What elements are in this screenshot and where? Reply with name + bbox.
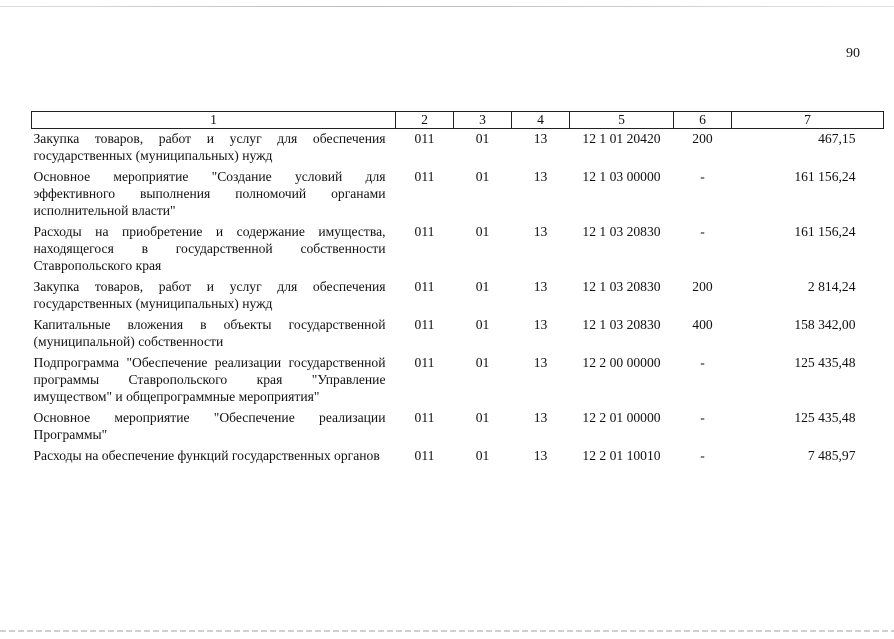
row-ministry-code: 011 — [414, 224, 435, 239]
row-expense-type: 200 — [692, 131, 713, 146]
col-header-6: 6 — [674, 112, 732, 129]
row-subsection-code: 13 — [533, 279, 548, 294]
row-name: Расходы на приобретение и содержание имущества, находящегося в государственной собственности Ставропольского края — [33, 224, 386, 273]
row-amount: 161 156,24 — [794, 224, 856, 239]
row-section-code: 01 — [475, 224, 490, 239]
row-target-code: 12 1 03 20830 — [582, 317, 661, 332]
col-header-3: 3 — [454, 112, 512, 129]
row-subsection-code: 13 — [533, 448, 548, 463]
row-section-code: 01 — [475, 169, 490, 184]
row-expense-type: - — [700, 448, 705, 463]
row-section-code: 01 — [475, 448, 490, 463]
row-section-code: 01 — [475, 317, 490, 332]
row-subsection-code: 13 — [533, 224, 548, 239]
budget-table-container — [31, 111, 883, 464]
col-header-1: 1 — [32, 112, 396, 129]
row-name: Закупка товаров, работ и услуг для обеспечения государственных (муниципальных) нужд — [33, 279, 386, 311]
row-subsection-code: 13 — [533, 169, 548, 184]
table-row — [32, 219, 884, 274]
col-header-2: 2 — [396, 112, 454, 129]
row-subsection-code: 13 — [533, 410, 548, 425]
row-target-code: 12 1 01 20420 — [582, 131, 661, 146]
row-ministry-code: 011 — [414, 131, 435, 146]
row-expense-type: - — [700, 355, 705, 370]
row-subsection-code: 13 — [533, 317, 548, 332]
row-ministry-code: 011 — [414, 355, 435, 370]
table-row — [32, 312, 884, 350]
row-target-code: 12 2 01 10010 — [582, 448, 661, 463]
row-amount: 2 814,24 — [807, 279, 856, 294]
row-name: Расходы на обеспечение функций государственных органов — [33, 448, 380, 463]
table-row — [32, 129, 884, 165]
table-header-row — [32, 112, 884, 129]
row-name: Капитальные вложения в объекты государственной (муниципальной) собственности — [33, 317, 386, 349]
row-amount: 125 435,48 — [794, 355, 856, 370]
row-expense-type: 400 — [692, 317, 713, 332]
table-row — [32, 405, 884, 443]
table-row — [32, 443, 884, 464]
scan-edge-top — [0, 6, 894, 7]
row-name: Основное мероприятие "Обеспечение реализации Программы" — [33, 410, 386, 442]
row-name: Закупка товаров, работ и услуг для обеспечения государственных (муниципальных) нужд — [33, 131, 386, 163]
scan-edge-bottom — [0, 630, 894, 632]
row-target-code: 12 1 03 20830 — [582, 224, 661, 239]
table-row — [32, 274, 884, 312]
row-amount: 7 485,97 — [807, 448, 856, 463]
row-amount: 161 156,24 — [794, 169, 856, 184]
table-row — [32, 164, 884, 219]
row-amount: 467,15 — [818, 131, 856, 146]
row-name: Основное мероприятие "Создание условий для эффективного выполнения полномочий органами исполнительной власти" — [33, 169, 386, 218]
row-name: Подпрограмма "Обеспечение реализации государственной программы Ставропольского края "Управление имуществом" и общепрограммные мероприятия" — [33, 355, 386, 404]
row-section-code: 01 — [475, 279, 490, 294]
col-header-7: 7 — [732, 112, 884, 129]
row-amount: 125 435,48 — [794, 410, 856, 425]
budget-table — [31, 111, 884, 464]
row-target-code: 12 1 03 20830 — [582, 279, 661, 294]
row-ministry-code: 011 — [414, 410, 435, 425]
row-target-code: 12 2 00 00000 — [582, 355, 661, 370]
page-number: 90 — [846, 46, 860, 61]
row-expense-type: - — [700, 169, 705, 184]
table-row — [32, 350, 884, 405]
row-expense-type: - — [700, 410, 705, 425]
row-target-code: 12 2 01 00000 — [582, 410, 661, 425]
row-subsection-code: 13 — [533, 131, 548, 146]
row-ministry-code: 011 — [414, 448, 435, 463]
row-section-code: 01 — [475, 131, 490, 146]
row-section-code: 01 — [475, 410, 490, 425]
row-expense-type: - — [700, 224, 705, 239]
row-amount: 158 342,00 — [794, 317, 856, 332]
col-header-4: 4 — [512, 112, 570, 129]
col-header-5: 5 — [570, 112, 674, 129]
row-ministry-code: 011 — [414, 169, 435, 184]
row-ministry-code: 011 — [414, 317, 435, 332]
row-expense-type: 200 — [692, 279, 713, 294]
row-subsection-code: 13 — [533, 355, 548, 370]
row-section-code: 01 — [475, 355, 490, 370]
row-target-code: 12 1 03 00000 — [582, 169, 661, 184]
row-ministry-code: 011 — [414, 279, 435, 294]
